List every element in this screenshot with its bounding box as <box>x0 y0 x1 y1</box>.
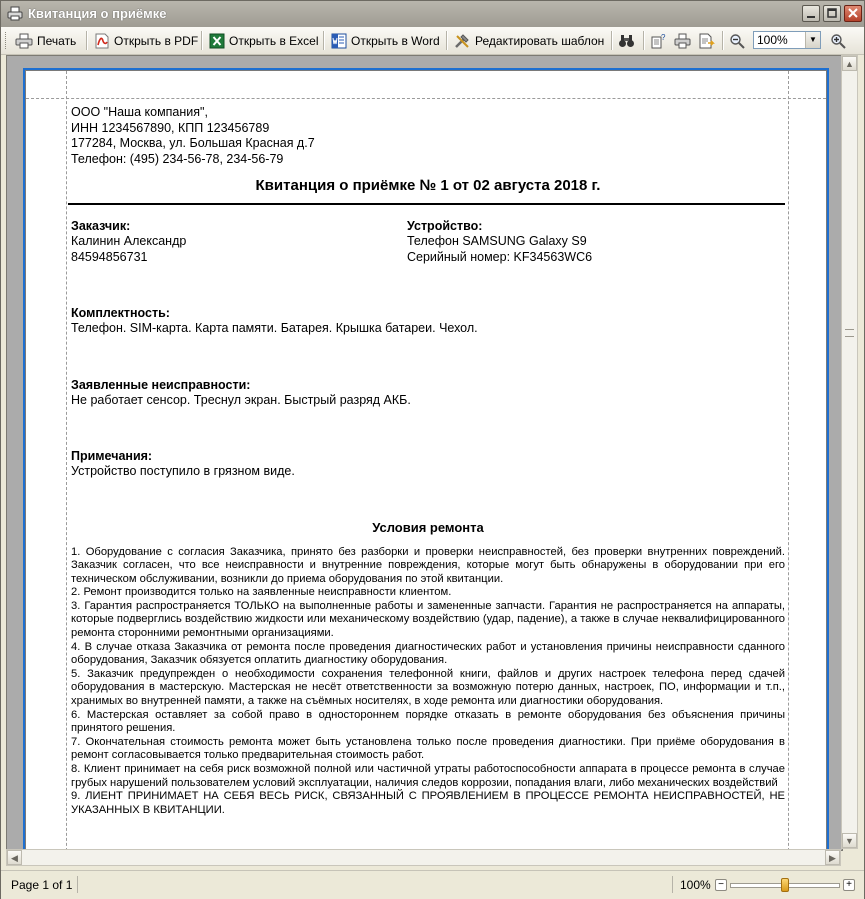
org-tax-ids: ИНН 1234567890, КПП 123456789 <box>71 120 270 135</box>
status-zoom-out-button[interactable]: − <box>715 879 727 891</box>
zoom-in-icon <box>830 33 847 49</box>
zoom-out-icon <box>729 33 746 49</box>
page-setup-icon <box>650 33 667 49</box>
toolbar-separator <box>86 31 88 50</box>
device-serial: Серийный номер: KF34563WC6 <box>407 249 593 264</box>
notes-heading: Примечания: <box>71 449 153 463</box>
document-viewer[interactable] <box>6 55 843 851</box>
device-heading: Устройство: <box>407 219 483 233</box>
printer-icon <box>674 33 691 49</box>
toolbar-separator <box>611 31 613 50</box>
customer-phone: 84594856731 <box>71 249 148 264</box>
title-divider <box>68 203 785 205</box>
page-setup-button[interactable] <box>650 30 671 51</box>
open-pdf-button[interactable] <box>94 30 198 51</box>
condition-item: 8. Клиент принимает на себя риск возможной полной или частичной утраты работоспособности аппарата в процессе ремонта в случае грубых нарушений пользователем условий эксплуатации, наличия следов коррозии, попадания влаги, либо механических воздействий <box>71 763 785 789</box>
edit-template-label: Редактировать шаблон <box>475 33 605 48</box>
toolbar-separator <box>643 31 645 50</box>
open-excel-button[interactable] <box>209 30 319 51</box>
window-title: Квитанция о приёмке <box>28 6 167 21</box>
device-column <box>407 218 743 265</box>
zoom-out-button[interactable] <box>729 30 750 51</box>
conditions-list <box>71 546 785 818</box>
condition-item: 7. Окончательная стоимость ремонта может быть установлена только после проведения диагностики. При приёме оборудования в ремонт согласовывается только предварительная стоимость работ. <box>71 735 785 762</box>
customer-heading: Заказчик: <box>71 219 131 233</box>
faults-heading: Заявленные неисправности: <box>71 377 251 392</box>
word-icon <box>331 33 347 49</box>
scrollbar-grip-icon[interactable] <box>845 329 854 337</box>
toolbar <box>1 27 864 55</box>
condition-item: 4. В случае отказа Заказчика от ремонта после проведения диагностических работ и установления причины неисправности сданного оборудования, Заказчик обязуется оплатить диагностику оборудования. <box>71 640 785 667</box>
zoom-select-value: 100% <box>757 33 788 47</box>
toolbar-separator <box>722 31 724 50</box>
customer-name: Калинин Александр <box>71 234 187 248</box>
scroll-down-arrow-icon[interactable]: ▼ <box>842 833 857 848</box>
horizontal-scrollbar[interactable] <box>6 849 841 866</box>
print-button[interactable] <box>15 30 76 51</box>
status-separator <box>672 876 673 893</box>
margin-guide-top <box>26 98 826 99</box>
status-zoom-in-button[interactable]: + <box>843 879 855 891</box>
maximize-button[interactable] <box>823 5 841 22</box>
document-export-icon <box>698 33 715 49</box>
toolbar-separator <box>446 31 448 50</box>
scroll-left-arrow-icon[interactable]: ◀ <box>7 850 22 865</box>
zoom-select[interactable] <box>753 31 821 49</box>
condition-item: 9. ЛИЕНТ ПРИНИМАЕТ НА СЕБЯ ВЕСЬ РИСК, СВЯЗАННЫЙ С ПРОЯВЛЕНИЕМ В ПРОЦЕССЕ РЕМОНТА НЕИСПРАВНОСТЕЙ, НЕ УКАЗАННЫХ В КВИТАНЦИИ. <box>71 790 785 816</box>
minimize-button[interactable] <box>802 5 820 22</box>
org-phone: Телефон: (495) 234-56-78, 234-56-79 <box>71 151 284 166</box>
receipt-title: Квитанция о приёмке № 1 от 02 августа 2018 г. <box>255 177 601 194</box>
customer-column <box>71 218 407 265</box>
margin-guide-left <box>66 71 67 851</box>
zoom-in-button[interactable] <box>830 30 851 51</box>
tools-icon <box>454 33 471 49</box>
print-label: Печать <box>37 33 77 48</box>
close-icon <box>845 6 861 21</box>
faults-section <box>71 377 785 409</box>
maximize-icon <box>824 6 840 21</box>
svg-text:?: ? <box>661 32 666 42</box>
scroll-right-arrow-icon[interactable]: ▶ <box>825 850 840 865</box>
kit-section <box>71 305 785 337</box>
title-bar[interactable] <box>1 1 864 27</box>
find-button[interactable] <box>618 30 639 51</box>
toolbar-separator <box>323 31 325 50</box>
open-word-button[interactable] <box>331 30 440 51</box>
printer-icon <box>15 33 33 49</box>
device-model: Телефон SAMSUNG Galaxy S9 <box>407 234 587 248</box>
document-page <box>25 70 827 851</box>
open-word-label: Открыть в Word <box>351 33 440 48</box>
notes-section <box>71 448 785 480</box>
kit-text: Телефон. SIM-карта. Карта памяти. Батарея. Крышка батареи. Чехол. <box>71 321 478 335</box>
page-indicator: Page 1 of 1 <box>11 878 73 892</box>
status-separator <box>77 876 78 893</box>
margin-guide-right <box>788 71 789 851</box>
org-name: ООО "Наша компания", <box>71 105 208 119</box>
receipt-content <box>71 105 785 817</box>
condition-item: 2. Ремонт производится только на заявленные неисправности клиентом. <box>71 586 452 599</box>
condition-item: 3. Гарантия распространяется ТОЛЬКО на выполненные работы и замененные запчасти. Гарантия не распространяется на аппараты, которые подверглись воздействию жидкости или механическому воздействию (удар, падение), а также в случае неквалифицированного ремонта сторонними ремонтными организациями. <box>71 599 785 640</box>
notes-text: Устройство поступило в грязном виде. <box>71 464 295 478</box>
open-excel-label: Открыть в Excel <box>229 33 319 48</box>
export-button[interactable] <box>698 30 719 51</box>
condition-item: 6. Мастерская оставляет за собой право в одностороннем порядке отказать в ремонте оборудования без объяснения причины принятого решения. <box>71 708 785 735</box>
close-button[interactable] <box>844 5 862 22</box>
kit-heading: Комплектность: <box>71 306 170 320</box>
condition-item: 5. Заказчик предупрежден о необходимости сохранения телефонной книги, файлов и других настроек телефона перед сдачей оборудования в мастерскую. Мастерская не несёт ответственности за возможную потерю данных, настроек, ПО, информации и т.п., хранимых во внутренней памяти, а также на съёмных носителях, в ходе ремонта или диагностики оборудования. <box>71 667 785 708</box>
printer-icon <box>7 6 23 21</box>
toolbar-separator <box>201 31 203 50</box>
edit-template-button[interactable] <box>454 30 604 51</box>
organization-block <box>71 105 785 167</box>
customer-device-block <box>71 218 785 265</box>
conditions-heading: Условия ремонта <box>372 519 484 535</box>
toolbar-grip[interactable] <box>5 32 9 49</box>
pdf-icon <box>94 33 110 49</box>
condition-item: 1. Оборудование с согласия Заказчика, принято без разборки и проверки неисправностей, без проверки внутренних повреждений. Заказчик согласен, что все неисправности и внутренние повреждения, которые могут быть обнаружены в оборудовании при его техническом обслуживании, возникли до приема оборудования по этой квитанции. <box>71 545 785 585</box>
quick-print-button[interactable] <box>674 30 695 51</box>
faults-text: Не работает сенсор. Треснул экран. Быстрый разряд АКБ. <box>71 392 411 407</box>
zoom-slider-thumb[interactable] <box>781 878 789 892</box>
minimize-icon <box>803 6 819 21</box>
vertical-scrollbar[interactable] <box>841 55 858 849</box>
org-address: 177284, Москва, ул. Большая Красная д.7 <box>71 136 315 150</box>
zoom-slider[interactable] <box>730 883 840 888</box>
scroll-up-arrow-icon[interactable]: ▲ <box>842 56 857 71</box>
open-pdf-label: Открыть в PDF <box>114 33 199 48</box>
binoculars-icon <box>618 33 635 49</box>
excel-icon <box>209 33 225 49</box>
chevron-down-icon[interactable]: ▼ <box>805 32 820 48</box>
status-bar <box>1 870 864 899</box>
status-zoom-value: 100% <box>680 878 711 892</box>
